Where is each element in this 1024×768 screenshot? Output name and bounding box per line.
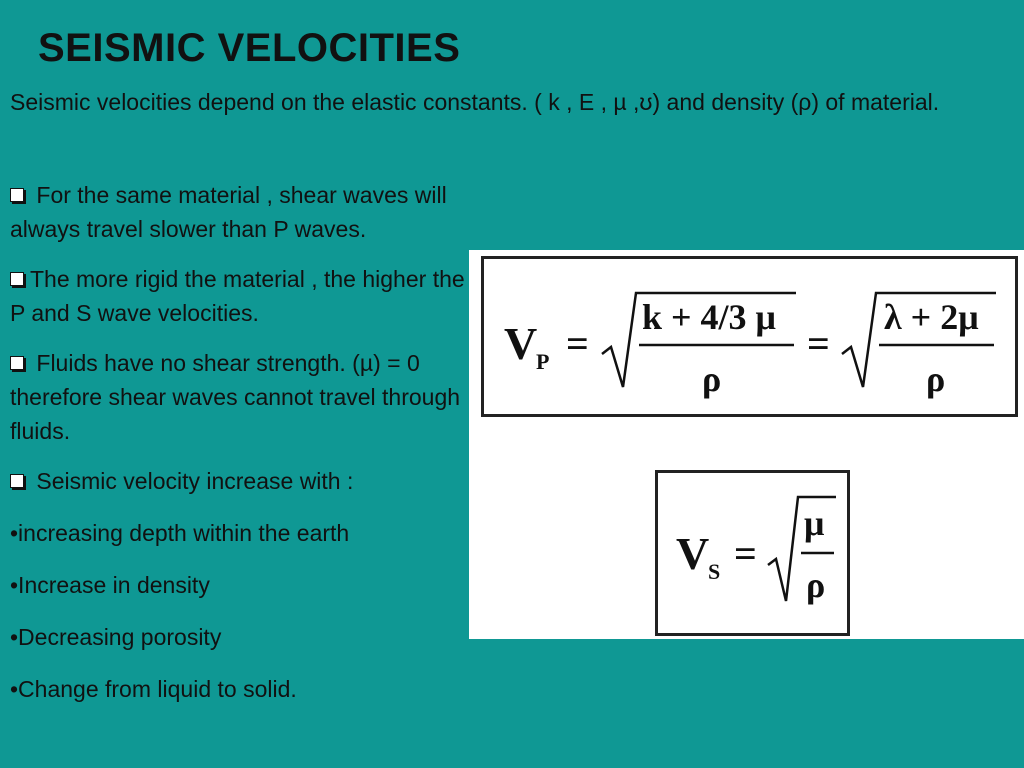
checkbox-bullet-icon — [10, 272, 24, 286]
bullet-text: For the same material , shear waves will always travel slower than P waves. — [10, 182, 447, 242]
equals-sign-2: = — [807, 321, 830, 366]
numerator-s: μ — [804, 503, 825, 543]
s-wave-formula-box — [655, 470, 850, 636]
numerator-p2: λ + 2μ — [884, 297, 979, 337]
denominator-p: ρ — [702, 359, 722, 399]
bullet-item — [10, 346, 470, 448]
bullet-text: Seismic velocity increase with : — [30, 468, 354, 494]
page-title: SEISMIC VELOCITIES — [38, 26, 461, 70]
vp-symbol: V — [504, 318, 538, 369]
equals-sign: = — [734, 531, 757, 576]
numerator-p: k + 4/3 μ — [642, 297, 776, 337]
sub-item: •Decreasing porosity — [10, 624, 222, 650]
denominator-p2: ρ — [926, 359, 946, 399]
sqrt-icon — [768, 497, 836, 601]
bullet-text: The more rigid the material , the higher the P and S wave velocities. — [10, 266, 465, 326]
checkbox-bullet-icon — [10, 356, 24, 370]
bullet-item — [10, 464, 470, 498]
checkbox-bullet-icon — [10, 188, 24, 202]
s-wave-formula — [658, 473, 847, 633]
vp-subscript: P — [536, 349, 550, 374]
sub-item: •Increase in density — [10, 572, 210, 598]
bullet-text: Fluids have no shear strength. (µ) = 0 therefore shear waves cannot travel through fluids. — [10, 350, 461, 444]
bullet-item — [10, 262, 470, 330]
intro-text: Seismic velocities depend on the elastic constants. ( k , E , µ ,ʊ) and density (ρ) of material. — [10, 89, 940, 115]
formula-panel — [469, 250, 1024, 639]
bullet-item — [10, 178, 470, 246]
sub-item: •Change from liquid to solid. — [10, 676, 297, 702]
equals-sign: = — [566, 321, 589, 366]
vs-symbol: V — [676, 528, 710, 579]
bullet-list — [10, 178, 470, 706]
checkbox-bullet-icon — [10, 474, 24, 488]
sub-item: •increasing depth within the earth — [10, 520, 350, 546]
p-wave-formula-box — [481, 256, 1018, 417]
denominator-s: ρ — [806, 565, 826, 605]
p-wave-formula — [484, 259, 1015, 414]
vs-subscript: S — [708, 559, 721, 584]
